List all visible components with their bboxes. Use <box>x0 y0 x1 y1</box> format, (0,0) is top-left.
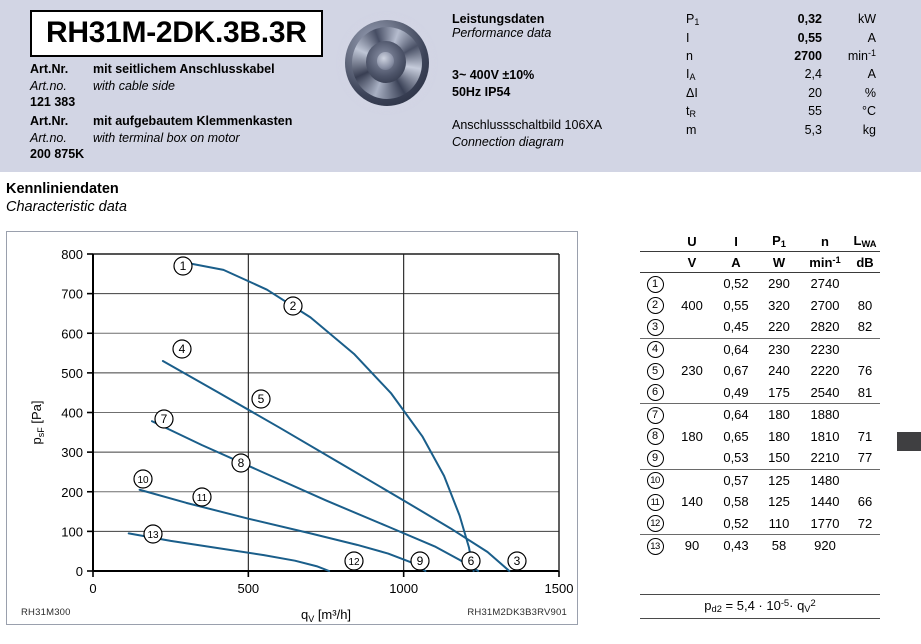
col-speed-head: n <box>821 233 829 249</box>
curve-number-badge: 7 <box>647 407 664 424</box>
curve-marker <box>345 552 363 570</box>
row-power: 220 <box>768 319 790 335</box>
art-no-text-en-2: with terminal box on motor <box>93 130 240 145</box>
electrical-voltage: 3~ 400V ±10% <box>452 68 535 82</box>
table-row <box>640 295 880 317</box>
art-nr-text-de-2: mit aufgebautem Klemmenkasten <box>93 114 293 128</box>
table-header-symbols <box>640 231 880 251</box>
x-axis-label-sub: V <box>308 614 315 624</box>
curve-marker <box>411 552 429 570</box>
impeller-photo <box>337 14 433 118</box>
curve-marker-label: 12 <box>348 557 360 568</box>
perf-unit: A <box>867 31 876 46</box>
curve-marker <box>252 390 270 408</box>
curve-marker-label: 8 <box>237 456 245 470</box>
row-speed: 920 <box>814 538 836 554</box>
perf-row <box>686 121 876 139</box>
y-tick-label: 600 <box>61 326 83 342</box>
chart-footer-left: RH31M300 <box>21 607 71 618</box>
row-number <box>640 318 670 336</box>
row-current: 0,53 <box>723 450 749 466</box>
col-current-unit: A <box>731 254 741 270</box>
operating-points-table <box>640 231 880 557</box>
perf-value: 0,32 <box>797 12 822 26</box>
row-current: 0,52 <box>723 515 749 531</box>
curve-marker <box>155 410 173 428</box>
dynamic-pressure-formula <box>640 594 880 619</box>
performance-title-de: Leistungsdaten <box>452 12 545 26</box>
row-speed: 1770 <box>810 515 840 531</box>
perf-symbol: I <box>686 31 690 46</box>
curve-marker-label: 4 <box>178 342 186 356</box>
art-no-label-en: Art.no. <box>30 78 67 93</box>
curve-marker-label: 10 <box>137 475 149 486</box>
row-number <box>640 493 670 511</box>
table-header-units <box>640 252 880 272</box>
performance-data-title <box>452 12 551 40</box>
curve-marker <box>193 488 211 506</box>
x-tick-label: 1500 <box>544 581 574 596</box>
curve-marker <box>508 552 526 570</box>
characteristic-curve-chart <box>6 231 578 625</box>
curve-marker <box>173 340 191 358</box>
section-heading-de: Kennliniendaten <box>6 181 119 197</box>
table-row <box>640 273 880 295</box>
table-row <box>640 513 880 535</box>
row-current: 0,49 <box>723 384 749 400</box>
row-current: 0,57 <box>723 472 749 488</box>
perf-value: 20 <box>808 86 822 101</box>
row-speed: 2220 <box>810 363 840 379</box>
row-current: 0,67 <box>723 363 749 379</box>
curve-number-badge: 1 <box>647 276 664 293</box>
connection-diagram-ref <box>452 117 602 152</box>
impeller-hub <box>377 52 394 70</box>
col-power-head: $P_1$ <box>772 232 786 250</box>
row-number <box>640 427 670 445</box>
row-sound: 82 <box>857 319 873 335</box>
connection-diagram-de: Anschlussschaltbild 106XA <box>452 118 603 132</box>
table-row <box>640 491 880 513</box>
y-axis-label-unit: [Pa] <box>29 400 44 428</box>
formula-text: $p_{d2} = 5,4 \cdot 10^{-5}\cdot q_V^2$ <box>704 598 816 615</box>
art-nr-label-de-2: Art.Nr. <box>30 114 69 128</box>
x-tick-label: 500 <box>237 581 260 596</box>
row-number <box>640 296 670 314</box>
art-number-value: 121 383 <box>30 95 76 109</box>
row-number <box>640 362 670 380</box>
art-no-label-en-2: Art.no. <box>30 130 67 145</box>
table-row <box>640 535 880 557</box>
curve-marker-label: 5 <box>257 392 265 406</box>
perf-row <box>686 29 876 47</box>
perf-symbol: $I_A$ <box>686 67 696 83</box>
perf-symbol: $P_1$ <box>686 12 700 27</box>
row-voltage: 140 <box>681 494 703 510</box>
y-tick-label: 200 <box>61 484 83 500</box>
y-tick-label: 400 <box>61 405 83 421</box>
page-edge-tab <box>897 432 921 451</box>
row-current: 0,52 <box>723 276 749 292</box>
row-current: 0,65 <box>723 428 749 444</box>
row-power: 110 <box>768 515 790 531</box>
row-sound: 71 <box>857 428 873 444</box>
col-speed-unit: $\min^{-1}$ <box>809 254 841 270</box>
row-power: 230 <box>768 341 790 357</box>
y-tick-label: 0 <box>75 564 83 579</box>
curve-number-badge: 4 <box>647 341 664 358</box>
row-sound: 76 <box>857 363 873 379</box>
row-speed: 1440 <box>810 494 840 510</box>
row-speed: 1480 <box>810 472 840 488</box>
table-row <box>640 470 880 492</box>
perf-value: 5,3 <box>804 123 822 138</box>
art-number-value-2: 200 875K <box>30 147 85 161</box>
x-tick-label: 1000 <box>389 581 419 596</box>
col-voltage-unit: V <box>687 254 697 270</box>
perf-row <box>686 102 876 121</box>
electrical-spec <box>452 67 534 102</box>
curve-marker <box>284 297 302 315</box>
y-tick-label: 700 <box>61 286 83 302</box>
row-power: 320 <box>768 297 790 313</box>
curve-marker <box>144 525 162 543</box>
perf-value: 0,55 <box>797 31 822 46</box>
row-speed: 1880 <box>810 407 840 423</box>
row-sound: 81 <box>857 384 873 400</box>
table-row <box>640 382 880 404</box>
row-number <box>640 514 670 532</box>
curve-number-badge: 11 <box>647 494 664 511</box>
row-voltage: 90 <box>684 538 700 554</box>
perf-unit: °C <box>861 104 876 119</box>
y-tick-label: 100 <box>61 524 83 540</box>
curve-marker <box>232 454 250 472</box>
row-current: 0,43 <box>723 538 749 554</box>
section-heading-en: Characteristic data <box>6 199 127 216</box>
perf-unit: A <box>867 67 876 82</box>
row-current: 0,64 <box>723 341 749 357</box>
col-voltage-head: U <box>687 233 697 249</box>
connection-diagram-en: Connection diagram <box>452 135 564 150</box>
table-row <box>640 316 880 338</box>
row-power: 240 <box>768 363 790 379</box>
table-row <box>640 426 880 448</box>
x-tick-label: 0 <box>89 581 97 596</box>
performance-title-en: Performance data <box>452 26 552 40</box>
curve-number-badge: 12 <box>647 515 664 532</box>
perf-unit: % <box>864 86 876 101</box>
curve-line <box>186 263 473 571</box>
header-band <box>0 0 921 172</box>
row-sound: 72 <box>857 515 873 531</box>
table-row <box>640 404 880 426</box>
curve-number-badge: 9 <box>647 450 664 467</box>
row-voltage: 180 <box>681 428 703 444</box>
y-tick-label: 800 <box>61 247 83 262</box>
curve-marker-label: 13 <box>147 530 159 541</box>
curve-number-badge: 6 <box>647 384 664 401</box>
table-row <box>640 339 880 361</box>
perf-row <box>686 84 876 102</box>
row-speed: 2210 <box>810 450 840 466</box>
section-heading <box>6 180 127 216</box>
art-no-text-en: with cable side <box>93 78 175 93</box>
row-power: 180 <box>768 407 790 423</box>
perf-symbol: $t_R$ <box>686 104 696 120</box>
curve-marker-label: 6 <box>467 554 475 568</box>
curve-marker-label: 9 <box>416 554 424 568</box>
x-axis-label: $q_V$ [m³/h] <box>300 607 352 624</box>
row-power: 58 <box>771 538 787 554</box>
chart-tick-labels <box>61 247 573 596</box>
curve-number-badge: 3 <box>647 319 664 336</box>
perf-value: 55 <box>808 104 822 119</box>
perf-unit: kW <box>857 12 876 26</box>
perf-row <box>686 65 876 84</box>
y-axis-label-sub: sF <box>36 427 46 438</box>
curve-marker-label: 11 <box>196 493 208 504</box>
perf-row <box>686 10 876 29</box>
perf-symbol: m <box>686 123 697 138</box>
row-speed: 2230 <box>810 341 840 357</box>
table-row <box>640 447 880 469</box>
curve-marker <box>462 552 480 570</box>
row-power: 125 <box>768 472 790 488</box>
perf-unit: $\min^{-1}$ <box>847 48 876 64</box>
table-row <box>640 360 880 382</box>
y-tick-label: 300 <box>61 445 83 461</box>
col-sound-head: $L_{WA}$ <box>853 232 877 250</box>
article-variant-cable-side <box>30 61 275 111</box>
curve-number-badge: 5 <box>647 363 664 380</box>
x-axis-label-unit: [m³/h] <box>314 607 352 622</box>
row-number <box>640 383 670 401</box>
row-current: 0,45 <box>723 319 749 335</box>
art-nr-label-de: Art.Nr. <box>30 62 69 76</box>
y-tick-label: 500 <box>61 365 83 381</box>
row-speed: 2820 <box>810 319 840 335</box>
perf-unit: kg <box>862 123 876 138</box>
row-current: 0,58 <box>723 494 749 510</box>
row-speed: 1810 <box>810 428 840 444</box>
perf-symbol: ΔI <box>686 86 698 101</box>
article-variant-terminal-box <box>30 113 292 163</box>
y-axis-label: $p_{sF}$ [Pa] <box>29 400 46 445</box>
curve-marker-label: 7 <box>160 412 168 426</box>
row-speed: 2540 <box>810 384 840 400</box>
row-number <box>640 449 670 467</box>
chart-svg <box>7 232 577 624</box>
curve-number-badge: 13 <box>647 538 664 555</box>
curve-marker-label: 1 <box>179 259 187 273</box>
chart-footer-right: RH31M2DK3B3RV901 <box>467 607 567 618</box>
row-power: 175 <box>768 384 790 400</box>
chart-axis-labels <box>29 401 351 624</box>
perf-symbol: n <box>686 49 693 64</box>
row-speed: 2740 <box>810 276 840 292</box>
curve-marker <box>134 470 152 488</box>
art-nr-text-de: mit seitlichem Anschlusskabel <box>93 62 275 76</box>
col-power-unit: W <box>772 254 786 270</box>
row-voltage: 400 <box>681 297 703 313</box>
row-current: 0,55 <box>723 297 749 313</box>
row-speed: 2700 <box>810 297 840 313</box>
curve-number-badge: 8 <box>647 428 664 445</box>
model-number-box <box>30 10 323 57</box>
row-number <box>640 275 670 293</box>
curve-number-badge: 10 <box>647 472 664 489</box>
row-current: 0,64 <box>723 407 749 423</box>
performance-values-table <box>686 10 876 140</box>
curve-number-badge: 2 <box>647 297 664 314</box>
row-number <box>640 471 670 489</box>
chart-curves <box>129 263 510 571</box>
perf-value: 2,4 <box>804 67 822 82</box>
row-power: 125 <box>768 494 790 510</box>
row-sound: 80 <box>857 297 873 313</box>
row-power: 290 <box>768 276 790 292</box>
row-number <box>640 340 670 358</box>
row-number <box>640 537 670 555</box>
curve-marker-label: 2 <box>289 299 297 313</box>
perf-value: 2700 <box>794 49 822 64</box>
col-current-head: I <box>734 233 738 249</box>
curve-marker <box>174 257 192 275</box>
row-number <box>640 406 670 424</box>
row-power: 180 <box>768 428 790 444</box>
col-sound-unit: dB <box>856 254 874 270</box>
row-sound: 66 <box>857 494 873 510</box>
row-voltage: 230 <box>681 363 703 379</box>
model-number: RH31M-2DK.3B.3R <box>46 16 307 49</box>
chart-curve-markers <box>134 257 526 570</box>
electrical-frequency-ip: 50Hz IP54 <box>452 85 511 100</box>
curve-marker-label: 3 <box>513 554 521 568</box>
row-sound: 77 <box>857 450 873 466</box>
perf-row <box>686 47 876 65</box>
row-power: 150 <box>768 450 790 466</box>
